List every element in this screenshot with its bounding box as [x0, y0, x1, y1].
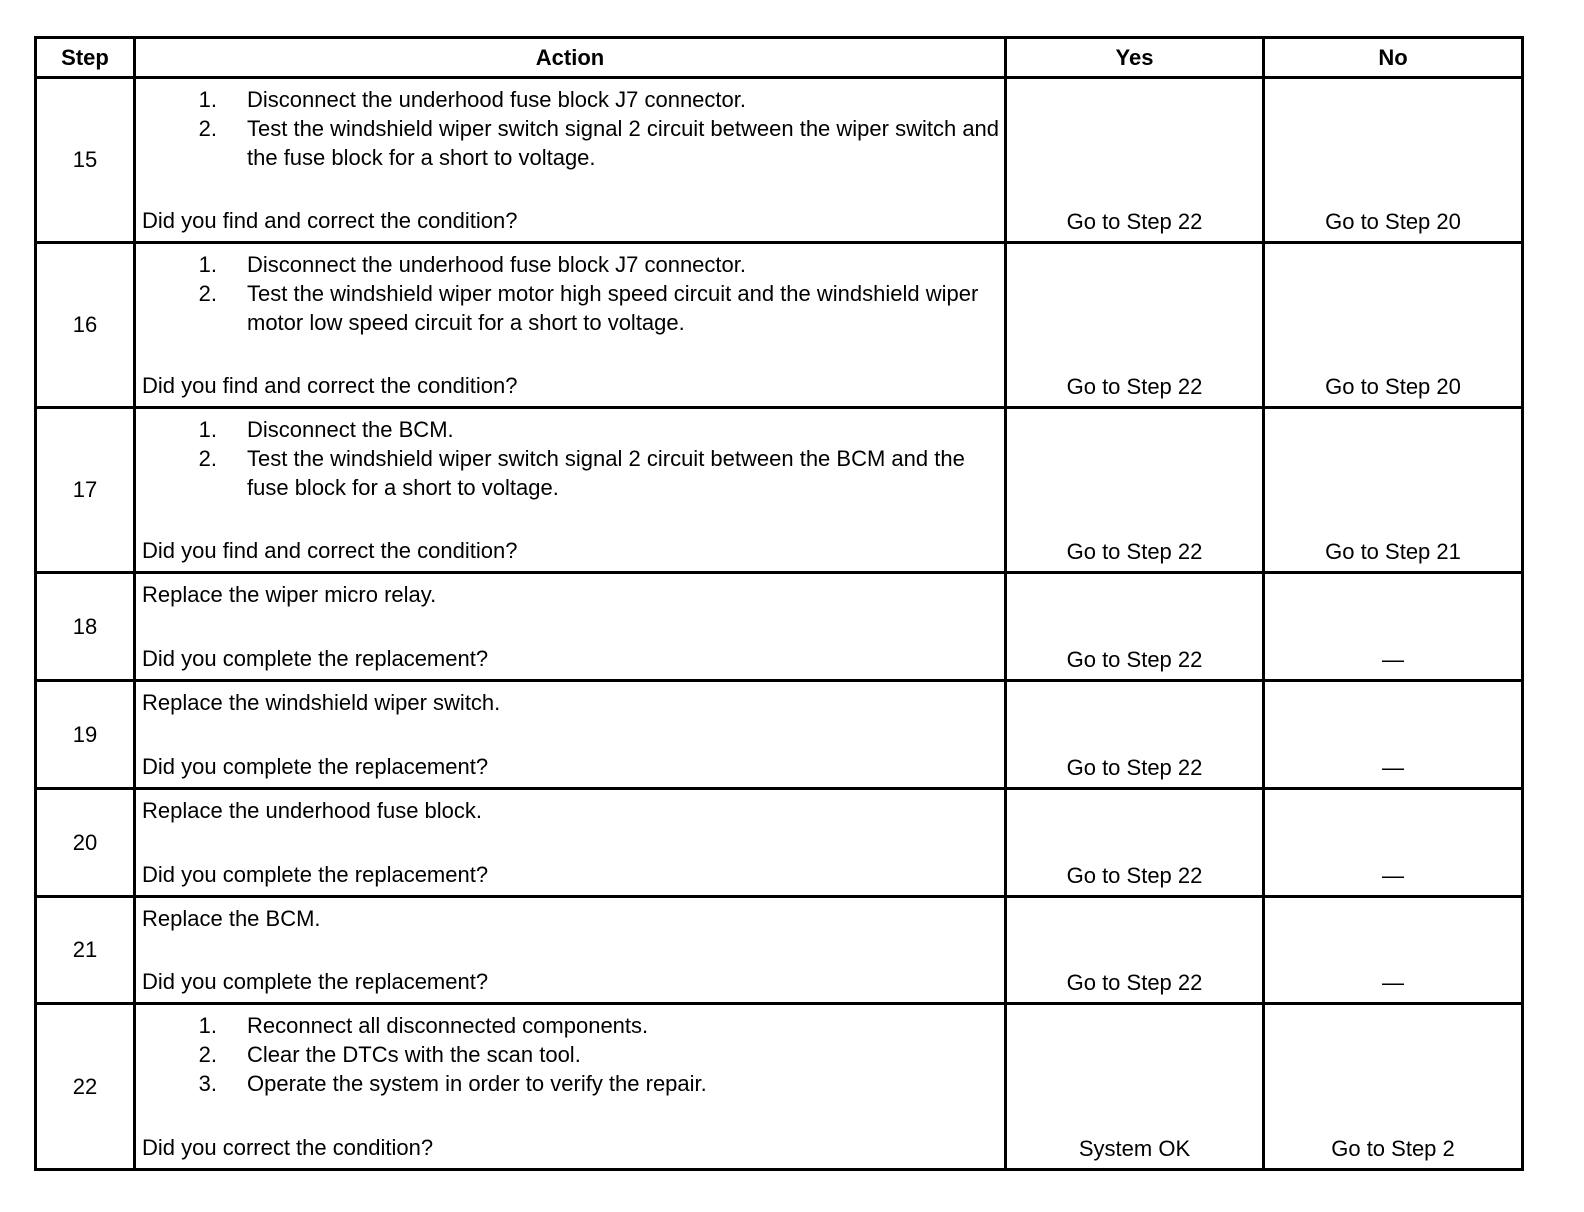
- step-cell: 17: [36, 408, 135, 573]
- no-cell: —: [1264, 573, 1523, 681]
- action-cell: [135, 681, 1006, 789]
- action-text: Replace the windshield wiper switch.: [142, 690, 501, 715]
- action-step: [142, 444, 1004, 502]
- step-text: Reconnect all disconnected components.: [247, 1013, 649, 1038]
- action-steps: [142, 250, 1004, 337]
- step-text: Disconnect the underhood fuse block J7 connector.: [247, 87, 746, 112]
- yes-cell: System OK: [1006, 1004, 1264, 1170]
- no-cell: Go to Step 21: [1264, 408, 1523, 573]
- step-number: 1.: [198, 252, 217, 277]
- action-text: Replace the wiper micro relay.: [142, 582, 437, 607]
- step-number: 1.: [198, 417, 217, 442]
- no-cell: Go to Step 20: [1264, 78, 1523, 243]
- step-cell: 19: [36, 681, 135, 789]
- yes-cell: Go to Step 22: [1006, 243, 1264, 408]
- action-cell: [135, 243, 1006, 408]
- step-text: Disconnect the underhood fuse block J7 connector.: [247, 252, 746, 277]
- header-row: [36, 38, 1523, 78]
- step-cell: 18: [36, 573, 135, 681]
- action-steps: [142, 415, 1004, 502]
- step-number: 2.: [198, 116, 217, 141]
- table-row: [36, 243, 1523, 408]
- action-step: [142, 1040, 1004, 1069]
- step-cell: 21: [36, 897, 135, 1004]
- step-text: Disconnect the BCM.: [247, 417, 454, 442]
- action-step: [142, 1069, 1004, 1098]
- table-row: [36, 897, 1523, 1004]
- no-cell: —: [1264, 681, 1523, 789]
- diagnostic-table: [34, 36, 1524, 1171]
- step-text: Test the windshield wiper switch signal 2 circuit between the BCM and the fuse block for a short to voltage.: [247, 446, 965, 500]
- step-cell: 16: [36, 243, 135, 408]
- question-text: Did you find and correct the condition?: [142, 373, 518, 398]
- step-number: 2.: [198, 1042, 217, 1067]
- action-text: Replace the underhood fuse block.: [142, 798, 483, 823]
- question-text: Did you complete the replacement?: [142, 754, 489, 779]
- no-cell: —: [1264, 789, 1523, 897]
- step-text: Operate the system in order to verify the repair.: [247, 1071, 707, 1096]
- step-cell: 20: [36, 789, 135, 897]
- action-cell: [135, 1004, 1006, 1170]
- no-cell: Go to Step 20: [1264, 243, 1523, 408]
- header-step: Step: [36, 38, 135, 78]
- action-cell: [135, 897, 1006, 1004]
- action-step: [142, 1011, 1004, 1040]
- question-text: Did you correct the condition?: [142, 1135, 434, 1160]
- action-steps: [142, 1011, 1004, 1098]
- yes-cell: Go to Step 22: [1006, 573, 1264, 681]
- action-text: Replace the BCM.: [142, 906, 321, 931]
- header-no: No: [1264, 38, 1523, 78]
- question-text: Did you complete the replacement?: [142, 646, 489, 671]
- action-step: [142, 85, 1004, 114]
- step-number: 1.: [198, 87, 217, 112]
- step-number: 1.: [198, 1013, 217, 1038]
- no-cell: —: [1264, 897, 1523, 1004]
- no-cell: Go to Step 2: [1264, 1004, 1523, 1170]
- yes-cell: Go to Step 22: [1006, 681, 1264, 789]
- action-step: [142, 114, 1004, 172]
- question-text: Did you find and correct the condition?: [142, 538, 518, 563]
- table-row: [36, 573, 1523, 681]
- yes-cell: Go to Step 22: [1006, 78, 1264, 243]
- step-cell: 22: [36, 1004, 135, 1170]
- action-cell: [135, 78, 1006, 243]
- table-row: [36, 408, 1523, 573]
- question-text: Did you find and correct the condition?: [142, 208, 518, 233]
- question-text: Did you complete the replacement?: [142, 969, 489, 994]
- step-number: 3.: [198, 1071, 217, 1096]
- action-cell: [135, 573, 1006, 681]
- step-text: Test the windshield wiper motor high speed circuit and the windshield wiper motor low speed circuit for a short to voltage.: [247, 281, 979, 335]
- table-row: [36, 789, 1523, 897]
- action-steps: [142, 85, 1004, 172]
- table-row: [36, 1004, 1523, 1170]
- step-cell: 15: [36, 78, 135, 243]
- yes-cell: Go to Step 22: [1006, 897, 1264, 1004]
- yes-cell: Go to Step 22: [1006, 408, 1264, 573]
- action-step: [142, 279, 1004, 337]
- action-cell: [135, 408, 1006, 573]
- step-text: Clear the DTCs with the scan tool.: [247, 1042, 581, 1067]
- table-row: [36, 681, 1523, 789]
- yes-cell: Go to Step 22: [1006, 789, 1264, 897]
- action-step: [142, 415, 1004, 444]
- header-yes: Yes: [1006, 38, 1264, 78]
- table-row: [36, 78, 1523, 243]
- action-cell: [135, 789, 1006, 897]
- action-step: [142, 250, 1004, 279]
- header-action: Action: [135, 38, 1006, 78]
- step-number: 2.: [198, 281, 217, 306]
- question-text: Did you complete the replacement?: [142, 862, 489, 887]
- step-number: 2.: [198, 446, 217, 471]
- step-text: Test the windshield wiper switch signal 2 circuit between the wiper switch and the fuse block for a short to voltage.: [247, 116, 1000, 170]
